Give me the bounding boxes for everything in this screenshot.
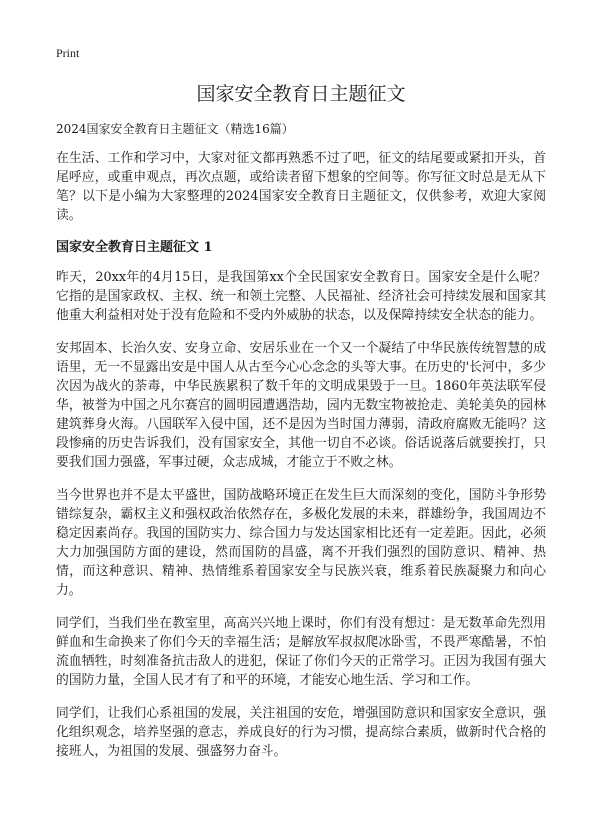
body-paragraph-2: 安邦固本、长治久安、安身立命、安居乐业在一个又一个凝结了中华民族传统智慧的成语里，无一不显露出安是中国人从古至今心心念念的头等大事。在历史的'长河中，多少次因为战火的荼毒，中华民族累积了数千年的文明成果毁于一旦。1860年英法联军侵华，被誉为中国之凡尔赛宫的圆明园遭遇浩劫，园内无数宝物被抢走、美轮美奂的园林建筑葬身火海。八国联军入侵中国，还不是因为当时国力薄弱，清政府腐败无能吗？这段惨痛的历史告诉我们，没有国家安全，其他一切自不必谈。俗话说落后就要挨打，只要我们国力强盛，军事过硬，众志成城，才能立于不败之林。	[56, 341, 546, 470]
body-paragraph-5: 同学们，让我们心系祖国的发展，关注祖国的安危，增强国防意识和国家安全意识，强化组织观念，培养坚强的意志，养成良好的行为习惯，提高综合素质，做新时代合格的接班人，为祖国的发展、强盛努力奋斗。	[56, 706, 546, 759]
intro-paragraph: 在生活、工作和学习中，大家对征文都再熟悉不过了吧，征文的结尾要或紧扣开头，首尾呼应，或重申观点，再次点题，或给读者留下想象的空间等。你写征文时总是无从下笔？以下是小编为大家整理的2024国家安全教育日主题征文，仅供参考，欢迎大家阅读。	[56, 151, 546, 223]
document-title: 国家安全教育日主题征文	[196, 83, 406, 105]
section-heading: 国家安全教育日主题征文 1	[56, 240, 213, 255]
body-paragraph-4: 同学们，当我们坐在教室里，高高兴兴地上课时，你们有没有想过：是无数革命先烈用鲜血和生命换来了你们今天的幸福生活；是解放军叔叔爬冰卧雪，不畏严寒酷暑，不怕流血牺牲，时刻准备抗击敌人的进犯，保证了你们今天的正常学习。正因为我国有强大的国防力量，全国人民才有了和平的环境，才能安心地生活、学习和工作。	[56, 616, 546, 688]
print-link[interactable]: Print	[56, 46, 80, 60]
document-body	[56, 149, 546, 775]
body-paragraph-3: 当今世界也并不是太平盛世，国防战略环境正在发生巨大而深刻的变化，国防斗争形势错综复杂，霸权主义和强权政治依然存在，多极化发展的未来，群雄纷争，我国周边不稳定因素尚存。我国的国防实力、综合国力与发达国家相比还有一定差距。因此，必须大力加强国防方面的建设，然而国防的昌盛，离不开我们强烈的国防意识、精神、热情，而这种意识、精神、热情维系着国家安全与民族兴衰，维系着民族凝聚力和向心力。	[56, 488, 546, 598]
body-paragraph-1: 昨天，20xx年的4月15日，是我国第xx个全民国家安全教育日。国家安全是什么呢？它指的是国家政权、主权、统一和领土完整、人民福祉、经济社会可持续发展和国家其他重大利益相对处于没有危险和不受内外威胁的状态，以及保障持续安全状态的能力。	[56, 270, 546, 323]
document-subtitle: 2024国家安全教育日主题征文（精选16篇）	[56, 122, 294, 136]
